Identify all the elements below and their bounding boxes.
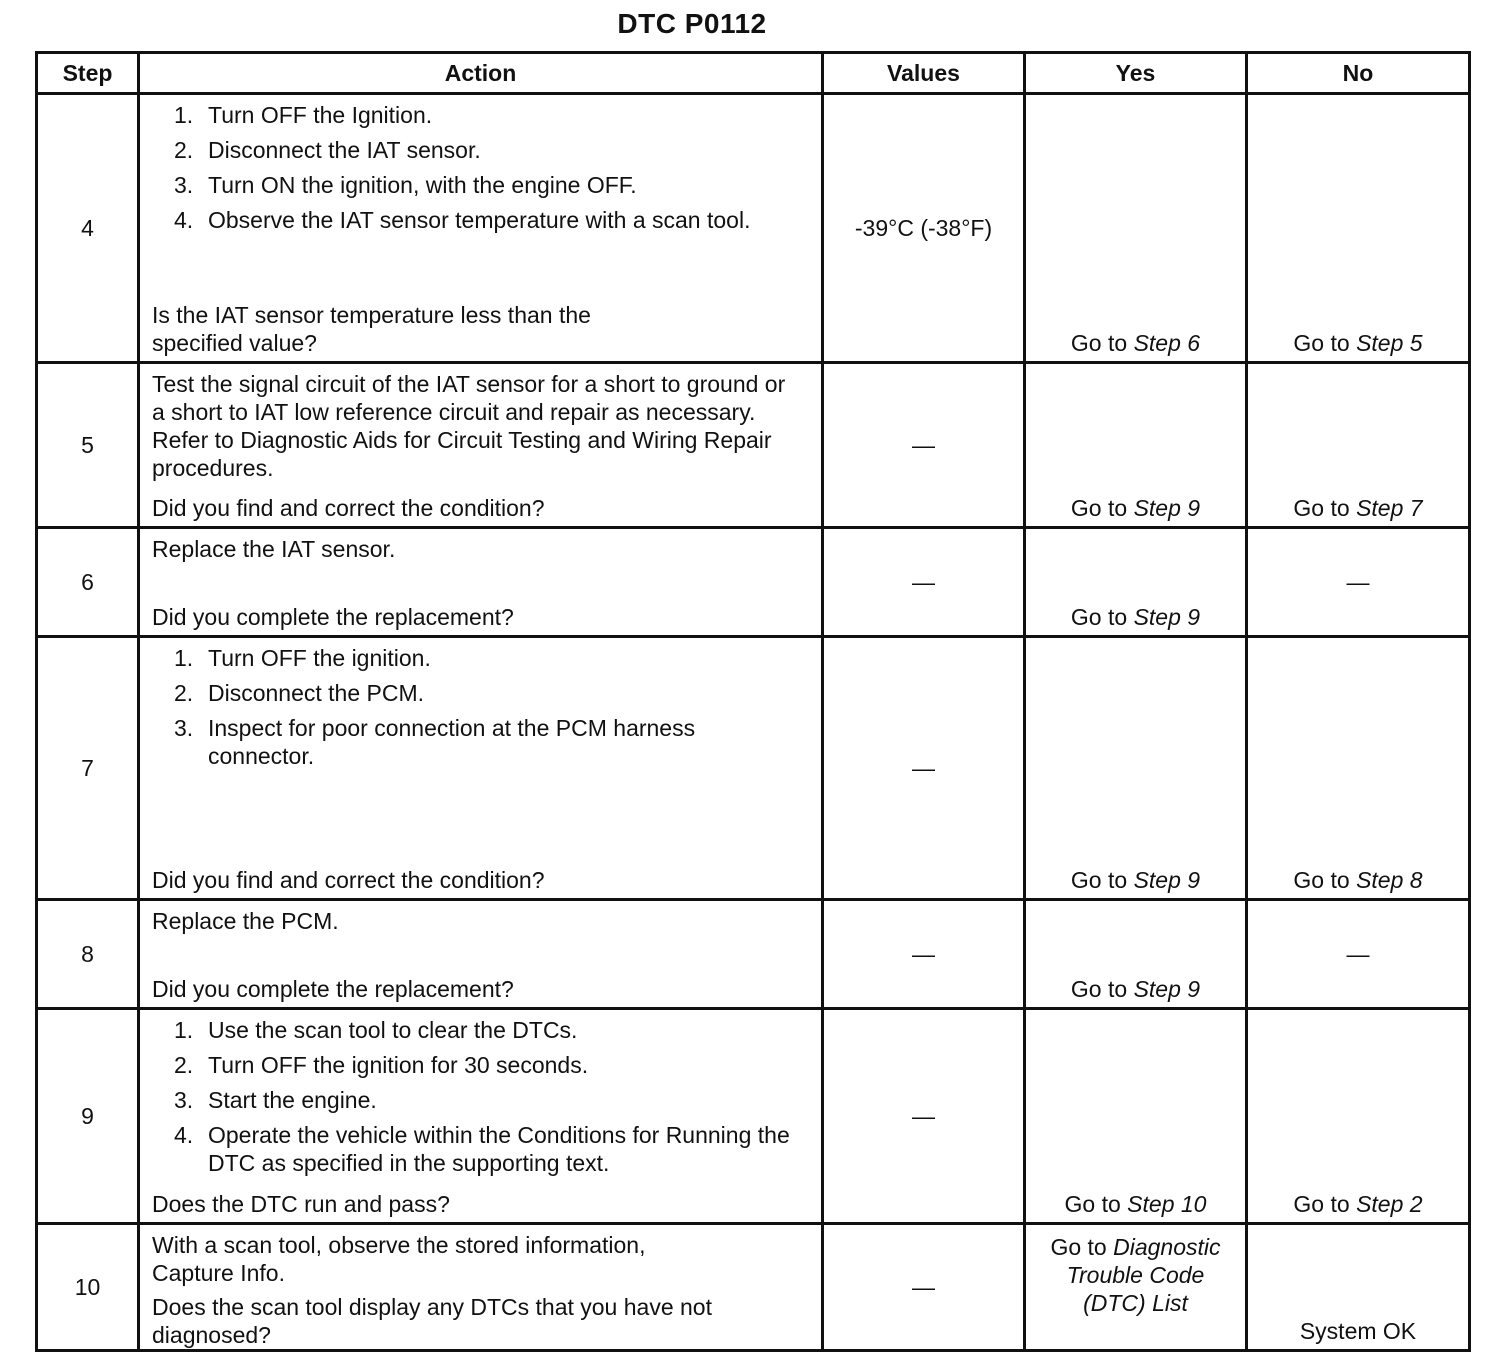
no-goto[interactable]: [1293, 866, 1422, 894]
goto-target: Step 9: [1133, 495, 1201, 521]
action-steps: [152, 644, 768, 777]
no-cell: [1247, 1009, 1470, 1224]
action-cell: [139, 637, 823, 900]
action-cell: [139, 94, 823, 363]
goto-prefix: Go to: [1050, 1234, 1107, 1260]
step-number: 7: [37, 637, 139, 900]
no-goto[interactable]: [1293, 1190, 1422, 1218]
action-cell: [139, 1009, 823, 1224]
yes-goto[interactable]: [1071, 975, 1200, 1003]
goto-prefix: Go to: [1064, 1191, 1121, 1217]
goto-prefix: Go to: [1293, 1191, 1350, 1217]
action-text: Test the signal circuit of the IAT sensor for a short to ground or a short to IAT low reference circuit and repair as necessary. Refer to Diagnostic Aids for Circuit Testing and Wiring Repair procedures.: [152, 371, 786, 481]
table-row-step-7: [37, 637, 1470, 900]
action-question: Did you find and correct the condition?: [152, 495, 545, 521]
value-cell: -39°C (-38°F): [823, 94, 1025, 363]
action-steps: [152, 101, 811, 241]
diagnostic-table: [35, 51, 1471, 1352]
value-cell: —: [823, 637, 1025, 900]
yes-cell: [1025, 637, 1247, 900]
value-cell: —: [823, 528, 1025, 637]
goto-prefix: Go to: [1070, 604, 1128, 630]
header-row: [37, 53, 1470, 94]
action-steps: [152, 1016, 818, 1184]
action-step: Turn OFF the ignition.: [208, 645, 431, 671]
goto-prefix: Go to: [1293, 330, 1350, 356]
no-cell: [1247, 94, 1470, 363]
goto-prefix: Go to: [1070, 867, 1128, 893]
goto-target: Step 8: [1356, 867, 1423, 893]
goto-target: Step 2: [1356, 1191, 1423, 1217]
value-cell: —: [823, 363, 1025, 528]
goto-target: Diagnostic Trouble Code (DTC) List: [1066, 1234, 1221, 1316]
action-step: Disconnect the IAT sensor.: [208, 137, 481, 163]
no-cell: —: [1247, 528, 1470, 637]
yes-goto[interactable]: [1065, 1190, 1207, 1218]
header-yes: Yes: [1025, 53, 1247, 94]
action-step: Turn OFF the Ignition.: [208, 102, 433, 128]
no-cell: [1247, 363, 1470, 528]
action-cell: [139, 900, 823, 1009]
action-text: Replace the IAT sensor.: [152, 536, 396, 562]
action-step: Turn ON the ignition, with the engine OFF.: [208, 172, 637, 198]
yes-goto[interactable]: [1036, 1233, 1236, 1317]
no-result: System OK: [1299, 1318, 1417, 1344]
yes-cell: [1025, 528, 1247, 637]
goto-target: Step 6: [1133, 330, 1201, 356]
no-goto[interactable]: [1293, 329, 1422, 357]
value-cell: —: [823, 1224, 1025, 1351]
header-action: Action: [139, 53, 823, 94]
page-title: DTC P0112: [617, 8, 767, 39]
goto-target: Step 9: [1133, 976, 1201, 1002]
goto-target: Step 5: [1356, 330, 1423, 356]
value-cell: —: [823, 1009, 1025, 1224]
action-question: Is the IAT sensor temperature less than the specified value?: [152, 302, 591, 356]
no-cell: [1247, 637, 1470, 900]
action-cell: [139, 1224, 823, 1351]
goto-target: Step 9: [1133, 604, 1201, 630]
action-step: Observe the IAT sensor temperature with a scan tool.: [208, 207, 751, 233]
yes-goto[interactable]: [1071, 494, 1200, 522]
action-step: Operate the vehicle within the Conditions for Running the DTC as specified in the supporting text.: [208, 1122, 790, 1176]
step-number: 5: [37, 363, 139, 528]
action-cell: [139, 528, 823, 637]
no-cell: —: [1247, 900, 1470, 1009]
table-row-step-10: [37, 1224, 1470, 1351]
action-step: Use the scan tool to clear the DTCs.: [208, 1017, 578, 1043]
action-step: Start the engine.: [208, 1087, 377, 1113]
table-row-step-4: [37, 94, 1470, 363]
yes-goto[interactable]: [1071, 329, 1200, 357]
table-row-step-9: [37, 1009, 1470, 1224]
yes-goto[interactable]: [1071, 866, 1200, 894]
yes-cell: [1025, 1224, 1247, 1351]
yes-cell: [1025, 1009, 1247, 1224]
value-cell: —: [823, 900, 1025, 1009]
goto-prefix: Go to: [1070, 330, 1128, 356]
table-row-step-6: [37, 528, 1470, 637]
step-number: 10: [37, 1224, 139, 1351]
goto-prefix: Go to: [1070, 495, 1128, 521]
yes-cell: [1025, 363, 1247, 528]
no-cell: [1247, 1224, 1470, 1351]
action-question: Did you complete the replacement?: [152, 976, 514, 1002]
action-question: Does the scan tool display any DTCs that you have not diagnosed?: [152, 1294, 712, 1348]
yes-goto[interactable]: [1071, 603, 1200, 631]
action-step: Disconnect the PCM.: [208, 680, 425, 706]
yes-cell: [1025, 94, 1247, 363]
step-number: 6: [37, 528, 139, 637]
header-step: Step: [37, 53, 139, 94]
header-no: No: [1247, 53, 1470, 94]
goto-target: Step 7: [1356, 495, 1423, 521]
goto-target: Step 9: [1133, 867, 1201, 893]
goto-target: Step 10: [1127, 1191, 1207, 1217]
step-number: 4: [37, 94, 139, 363]
action-text: With a scan tool, observe the stored information, Capture Info.: [152, 1232, 646, 1286]
goto-prefix: Go to: [1070, 976, 1128, 1002]
action-question: Did you find and correct the condition?: [152, 867, 545, 893]
step-number: 8: [37, 900, 139, 1009]
action-step: Inspect for poor connection at the PCM harness connector.: [208, 715, 696, 769]
action-question: Does the DTC run and pass?: [152, 1191, 450, 1217]
goto-prefix: Go to: [1293, 867, 1350, 893]
action-text: Replace the PCM.: [152, 908, 339, 934]
no-goto[interactable]: [1293, 494, 1422, 522]
table-row-step-8: [37, 900, 1470, 1009]
table-row-step-5: [37, 363, 1470, 528]
yes-cell: [1025, 900, 1247, 1009]
action-cell: [139, 363, 823, 528]
action-step: Turn OFF the ignition for 30 seconds.: [208, 1052, 589, 1078]
goto-prefix: Go to: [1293, 495, 1350, 521]
header-values: Values: [823, 53, 1025, 94]
step-number: 9: [37, 1009, 139, 1224]
action-question: Did you complete the replacement?: [152, 604, 514, 630]
